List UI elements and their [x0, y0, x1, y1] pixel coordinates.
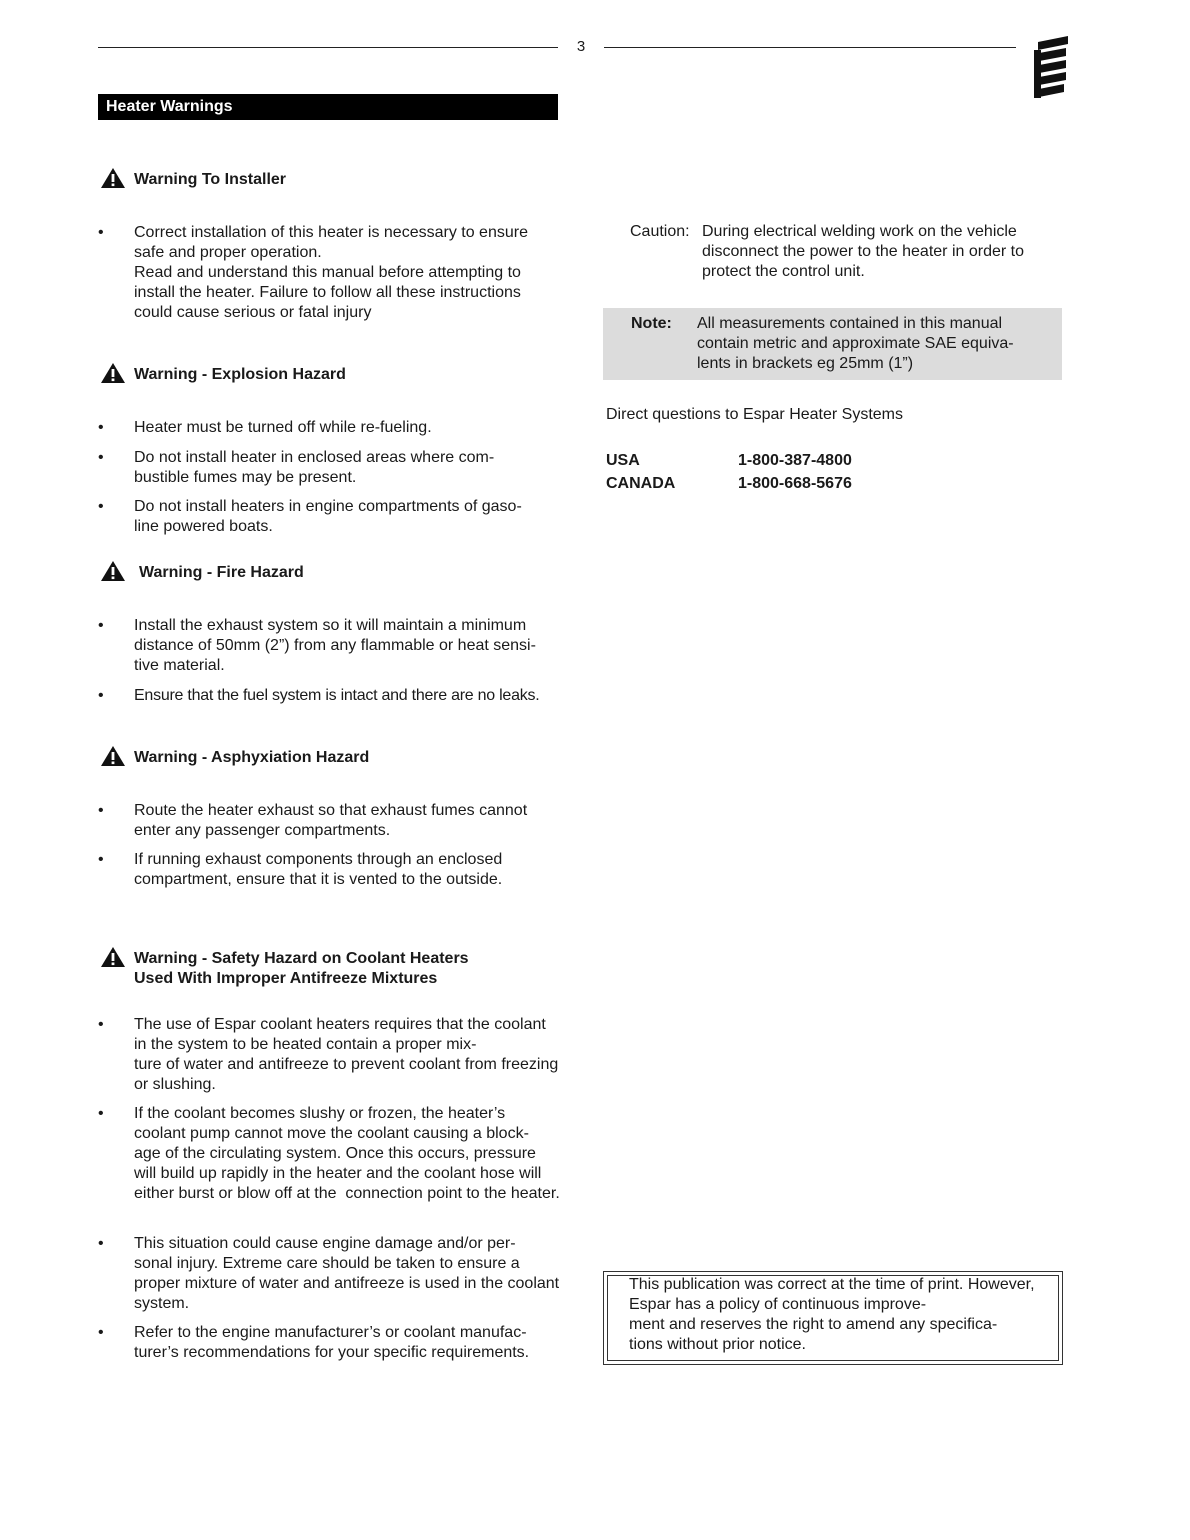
bullet-dot: •	[98, 419, 104, 436]
list-item-text: Route the heater exhaust so that exhaust fumes cannot enter any passenger compartments.	[134, 802, 528, 839]
warning-triangle-icon	[100, 560, 126, 582]
warning-heading-text: Warning - Fire Hazard	[139, 564, 304, 581]
warning-heading-text: Warning - Asphyxiation Hazard	[134, 749, 370, 766]
list-item-text: If running exhaust components through an enclosed compartment, ensure that it is vented to the outside.	[134, 851, 503, 888]
list-item-text: Correct installation of this heater is necessary to ensure safe and proper operation. Read and understand this manual before attempting to install the heater. Failure to follow all these instructions could cause serious or fatal injury	[134, 224, 528, 321]
contact-phone: 1-800-668-5676	[738, 475, 852, 492]
bullet-dot: •	[98, 1016, 104, 1033]
list-item	[98, 686, 560, 706]
list-item	[98, 850, 560, 890]
contact-phone: 1-800-387-4800	[738, 452, 852, 469]
list-item-text: Ensure that the fuel system is intact and there are no leaks.	[134, 687, 540, 704]
header-rule-right	[604, 47, 1016, 48]
list-item	[98, 1104, 560, 1204]
list-item	[98, 497, 560, 537]
publication-notice-box	[603, 1271, 1063, 1365]
bullet-dot: •	[98, 449, 104, 466]
warning-heading-text: Warning - Explosion Hazard	[134, 366, 346, 383]
list-item	[98, 1015, 560, 1095]
contact-country: CANADA	[606, 475, 676, 492]
list-item	[98, 448, 560, 488]
espar-logo-icon	[1030, 34, 1074, 102]
note-box	[603, 308, 1062, 380]
warning-triangle-icon	[100, 362, 126, 384]
contact-country: USA	[606, 452, 640, 469]
section-title-bar: Heater Warnings	[98, 94, 558, 120]
list-item-text: If the coolant becomes slushy or frozen, the heater’s coolant pump cannot move the coolant causing a block- age of the circulating system. Once this occurs, pressure will build up rapidly in the heater and the coolant hose will either burst or blow off at the connection point to the heater.	[134, 1105, 560, 1202]
warning-triangle-icon	[100, 745, 126, 767]
bullet-dot: •	[98, 1105, 104, 1122]
page-number: 3	[576, 38, 586, 55]
list-item	[98, 616, 560, 676]
list-item	[98, 1323, 560, 1363]
bullet-dot: •	[98, 802, 104, 819]
list-item-text: Do not install heater in enclosed areas where com- bustible fumes may be present.	[134, 449, 495, 486]
bullet-dot: •	[98, 1235, 104, 1252]
list-item-text: This situation could cause engine damage and/or per- sonal injury. Extreme care should be taken to ensure a proper mixture of water and antifreeze is used in the coolant system.	[134, 1235, 560, 1312]
list-item-text: Heater must be turned off while re-fueling.	[134, 419, 432, 436]
header-rule-left	[98, 47, 558, 48]
direct-questions-text: Direct questions to Espar Heater Systems	[606, 406, 904, 423]
list-item	[98, 1234, 560, 1314]
warning-heading-text: Warning To Installer	[134, 171, 287, 188]
list-item	[98, 223, 560, 323]
list-item	[98, 801, 560, 841]
list-item	[98, 418, 560, 438]
list-item-text: Do not install heaters in engine compartments of gaso- line powered boats.	[134, 498, 522, 535]
bullet-dot: •	[98, 1324, 104, 1341]
bullet-dot: •	[98, 851, 104, 868]
bullet-dot: •	[98, 687, 104, 704]
caution-text: During electrical welding work on the vehicle disconnect the power to the heater in order to protect the control unit.	[702, 223, 1024, 280]
warning-triangle-icon	[100, 946, 126, 968]
bullet-dot: •	[98, 498, 104, 515]
bullet-dot: •	[98, 224, 104, 241]
warning-heading-text: Warning - Safety Hazard on Coolant Heaters Used With Improper Antifreeze Mixtures	[134, 950, 469, 987]
publication-notice-text: This publication was correct at the time of print. However, Espar has a policy of continuous improve- ment and reserves the right to amend any specifica- tions without prior notice.	[629, 1276, 1035, 1353]
list-item-text: Install the exhaust system so it will maintain a minimum distance of 50mm (2”) from any flammable or heat sensi- tive material.	[134, 617, 536, 674]
bullet-dot: •	[98, 617, 104, 634]
list-item-text: The use of Espar coolant heaters requires that the coolant in the system to be heated contain a proper mix- ture of water and antifreeze to prevent coolant from freezing or slushing.	[134, 1016, 559, 1093]
caution-label: Caution:	[630, 223, 690, 240]
note-text: All measurements contained in this manual contain metric and approximate SAE equiva- lents in brackets eg 25mm (1”)	[697, 315, 1014, 372]
list-item-text: Refer to the engine manufacturer’s or coolant manufac- turer’s recommendations for your specific requirements.	[134, 1324, 530, 1361]
note-label: Note:	[631, 315, 672, 332]
warning-triangle-icon	[100, 167, 126, 189]
